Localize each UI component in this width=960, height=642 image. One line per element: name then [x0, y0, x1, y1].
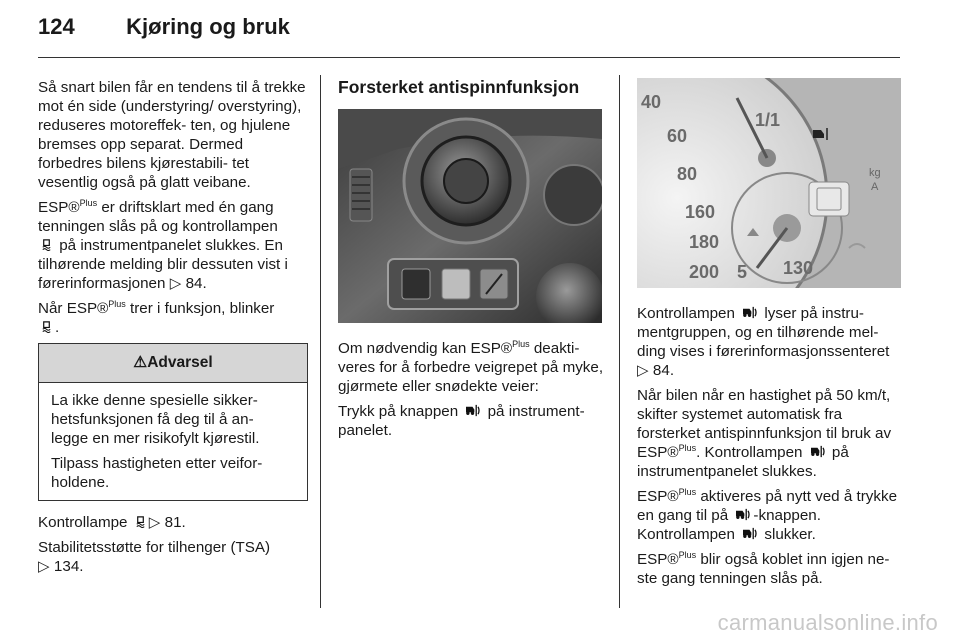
warning-text: La ikke denne spesielle sikker- hetsfunksjonen få deg til å an- legge en mer risikofylt kjørestil.: [51, 392, 260, 447]
esp-warning-icon: [40, 320, 53, 333]
warning-text: Tilpass hastigheten etter veifor- holdene.: [51, 455, 263, 491]
right-column: [637, 78, 901, 594]
column-divider: [320, 75, 321, 608]
section-heading: Forsterket antispinnfunksjon: [338, 77, 580, 97]
paragraph: Om nødvendig kan ESP®$^{Plus}$ deakti- veres for å forbedre veigrepet på myke, gjørmete eller snødekte veier:: [338, 339, 604, 395]
paragraph: Kontrollampe ▷ 81.: [38, 514, 186, 531]
warning-body: [39, 383, 307, 500]
paragraph: Trykk på knappen på instrument- panelet.: [338, 403, 585, 439]
arrow-ref-icon: ▷: [148, 514, 161, 531]
left-column: [38, 78, 308, 582]
warning-title: Advarsel: [147, 354, 213, 371]
paragraph: Når bilen når en hastighet på 50 km/t, skifter systemet automatisk fra forsterket antispinnfunksjon til bruk av ESP®$^{Plus}$. Kontrollampen på instrumentpanelet slukkes.: [637, 387, 892, 480]
gauge-label: 80: [677, 164, 698, 184]
paragraph: Stabilitetsstøtte for tilhenger (TSA) ▷ 134.: [38, 539, 271, 575]
header-rule: [38, 57, 900, 58]
paragraph: Når ESP®$^{Plus}$ trer i funksjon, blinker .: [38, 299, 275, 336]
instrument-cluster-photo: [637, 78, 901, 288]
gauge-label: 5: [737, 262, 748, 282]
dashboard-switch-photo: [338, 109, 602, 323]
page-number: 124: [38, 14, 75, 39]
esp-off-icon: [741, 306, 758, 319]
paragraph: ESP®$^{Plus}$ er driftsklart med én gang tenningen slås på og kontrollampen på instrumentpanelet slukkes. En tilhørende melding blir dessuten vist i førerinformasjonen ▷ 84.: [38, 198, 288, 292]
warning-icon: ⚠: [133, 354, 148, 371]
gauge-label: 180: [689, 232, 720, 252]
warning-box: [38, 343, 308, 501]
paragraph: ESP®$^{Plus}$ blir også koblet inn igjen ne- ste gang tenningen slås på.: [637, 550, 890, 587]
arrow-ref-icon: ▷: [38, 558, 50, 575]
paragraph: Kontrollampen lyser på instru- mentgruppen, og en tilhørende mel- ding vises i førerinformasjonssenteret ▷ 84.: [637, 305, 890, 379]
gauge-a-label: A: [871, 181, 879, 193]
gauge-kg-label: kg: [869, 167, 881, 179]
esp-off-icon: [809, 445, 826, 458]
paragraph: ESP®$^{Plus}$ aktiveres på nytt ved å trykke en gang til på -knappen. Kontrollampen slukker.: [637, 487, 898, 543]
page-title: Kjøring og bruk: [126, 14, 290, 39]
warning-header: [39, 344, 307, 383]
esp-warning-icon: [134, 515, 147, 528]
esp-off-icon: [741, 527, 758, 540]
middle-column: [338, 78, 604, 446]
column-divider: [619, 75, 620, 608]
watermark: carmanualsonline.info: [717, 610, 938, 635]
page-header: [38, 14, 290, 40]
gauge-label: 60: [667, 126, 688, 146]
gauge-label: 200: [689, 262, 720, 282]
gauge-label: 160: [685, 202, 716, 222]
esp-off-icon: [734, 508, 751, 521]
paragraph: Så snart bilen får en tendens til å trekke mot én side (understyring/ overstyring), reduseres motoreffek- ten, og hjulene bremses opp separat. Dermed forbedres bilens kjørestabili- tet vesentlig også på glatt veibane.: [38, 79, 306, 191]
arrow-ref-icon: ▷: [637, 362, 649, 379]
gauge-label: 40: [641, 92, 662, 112]
esp-warning-icon: [40, 238, 53, 251]
gauge-label: 130: [783, 258, 814, 278]
gauge-label: 1/1: [755, 110, 781, 130]
esp-off-icon: [464, 404, 481, 417]
arrow-ref-icon: ▷: [169, 275, 182, 292]
